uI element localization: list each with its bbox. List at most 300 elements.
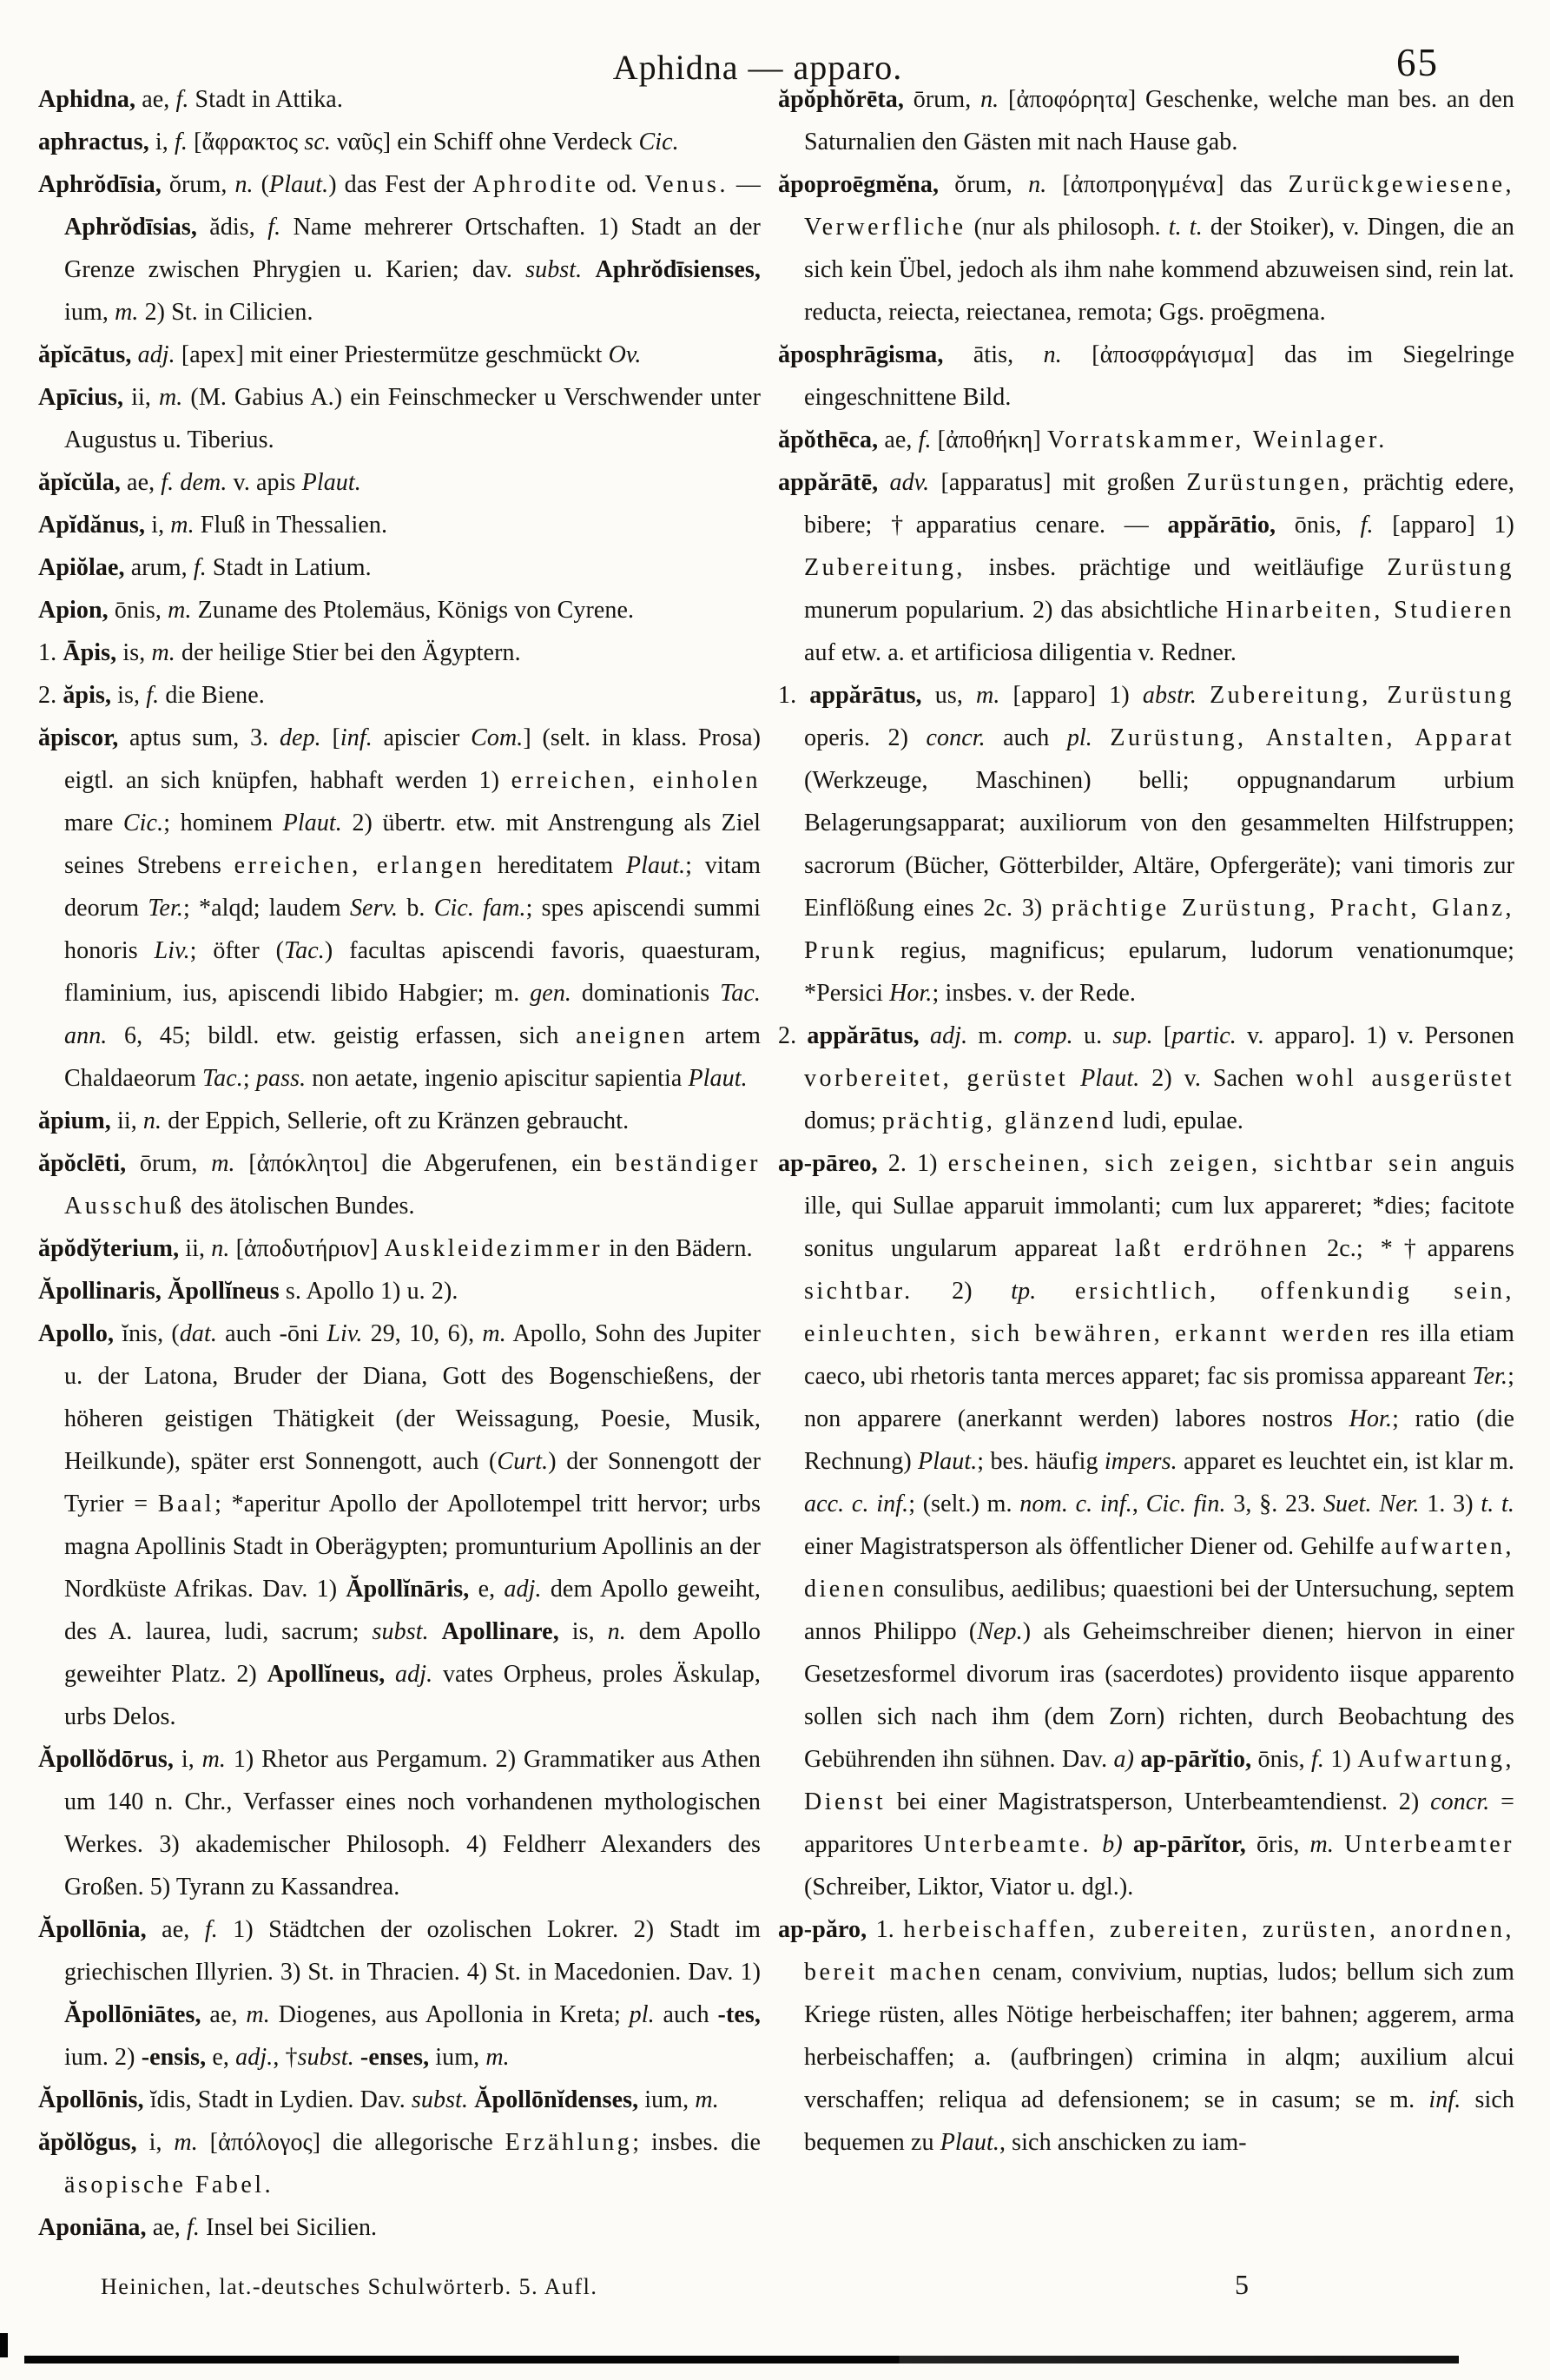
text-run: pl. [1066,724,1092,751]
text-run: f. [193,554,207,581]
text-run: die Biene. [159,682,265,709]
text-run: Zurüstung, Anstalten, Apparat [1110,724,1514,751]
text-run: Apollo, [38,1320,115,1347]
text-run [1092,1831,1102,1858]
text-run: ; *aperitur Apollo der Apollotempel tritt hervor; urbs magna Apollinis Stadt in Oberägypten; promunturium Apollinis an der Nordküste Afrikas. Dav. 1) [64,1491,761,1603]
text-run: ae, [120,469,162,496]
text-run: Apollinare, [441,1618,559,1645]
text-run: b) [1102,1831,1123,1858]
text-run: Apion, [38,597,109,624]
text-run: adj. [137,341,175,368]
text-run: n. [980,86,999,113]
text-run: subst. [372,1618,429,1645]
text-run: Plaut. [940,2129,999,2156]
text-run: Tac. ann. [64,980,761,1049]
text-run [1334,1831,1344,1858]
text-run: dat. [179,1320,217,1347]
text-run: ĭnis, ( [114,1320,180,1347]
text-run: ap-păro, [778,1916,867,1943]
dictionary-entry [38,163,761,334]
text-run: concr. [1430,1788,1490,1815]
text-run: Curt. [497,1448,549,1475]
text-run: ōris, [1245,1831,1310,1858]
text-run: is, [116,639,152,666]
text-run: e, [206,2044,236,2071]
dictionary-entry [38,589,761,631]
text-run: i, [136,2129,175,2156]
text-run: ium. 2) [64,2044,142,2071]
text-run: Apĭdănus, [38,512,146,539]
dictionary-entry [38,2121,761,2206]
text-run: Hor. [889,980,933,1007]
text-run: Suet. Ner. [1322,1491,1420,1517]
text-run: ap-pāreo, [778,1150,878,1177]
text-run: subst. [297,2044,354,2071]
text-run: aptus sum, 3. [118,724,280,751]
text-run: m. [170,512,195,539]
text-run: Ăpollinaris, Ăpollĭneus [38,1278,280,1305]
text-run [1197,682,1210,709]
text-run: operis. 2) [804,724,927,751]
dictionary-entry [38,717,761,1100]
page-number: 65 [1396,41,1439,84]
text-run: einer Magistratsperson als öffentlicher Diener od. Gehilfe [804,1533,1382,1560]
text-run: Tac. [284,937,325,964]
text-run: ăpiscor, [38,724,119,751]
dictionary-entry [38,121,761,163]
dictionary-entry [38,461,761,504]
text-run: beständiger Ausschuß [64,1150,761,1220]
text-run: Venus. [644,171,729,198]
text-run: Hor. [1349,1405,1393,1432]
text-run: ium, [64,299,115,326]
text-run: = apparitores [804,1788,1514,1858]
text-run: f. [1311,1746,1325,1773]
text-run [385,1661,395,1688]
dictionary-entry [778,1015,1514,1142]
text-run: , [1131,1491,1146,1517]
text-run: Ter. [148,895,183,922]
text-run: erreichen, erlangen [234,852,485,879]
text-run: dep. [279,724,321,751]
text-run: Cic. fin. [1145,1491,1226,1517]
text-run: [ἀποφόρητα] Geschenke, welche man bes. an den Saturnalien den Gästen mit nach Hause gab. [804,86,1514,155]
text-run: appărātio, [1167,512,1276,539]
text-run: [ἀποδυτήριον] [229,1235,385,1262]
text-run [878,469,889,496]
text-run: s. Apollo 1) u. 2). [279,1278,458,1305]
text-run: des ätolischen Bundes. [184,1193,415,1220]
text-run: pass. [255,1065,307,1092]
text-run: ōrum, [126,1150,212,1177]
text-run: auch [654,2001,718,2028]
text-run: acc. c. inf. [804,1491,909,1517]
text-run: Ăpollĭnāris, [346,1576,470,1603]
text-run: m. [168,597,192,624]
text-run: subst. [411,2086,469,2113]
text-run: auf etw. a. et artificiosa diligentia v. Redner. [804,639,1237,666]
text-run: ăpŏdўterium, [38,1235,180,1262]
text-run: Aphrŏdīsia, [38,171,162,198]
dictionary-entry [778,419,1514,461]
text-run: ae, [146,2214,187,2241]
text-run: consulibus, aedilibus; quaestioni bei der Untersuchung, septem annos Philippo ( [804,1576,1514,1645]
text-run: 2. 1) [877,1150,948,1177]
text-run: 29, 10, 6), [362,1320,483,1347]
text-run: erscheinen, sich zeigen, sichtbar sein [947,1150,1441,1177]
text-run: 1. 3) [1419,1491,1481,1517]
text-run: regius, magnificus; epularum, ludorum venationumque; *Persici [804,937,1514,1007]
text-run: ; *alqd; laudem [182,895,350,922]
left-column [38,78,761,2249]
text-run: res illa etiam caeco, ubi rhetoris tanta merces apparet; fac sis promissa appareant [804,1320,1515,1390]
text-run: adj. [235,2044,274,2071]
text-run: 2c.; *†apparens [1309,1235,1514,1262]
text-run: ; non apparere (anerkannt werden) labores nostros [804,1363,1514,1432]
text-run: domus; [804,1107,883,1134]
text-run: e, [469,1576,505,1603]
text-run: Ăpollōnia, [38,1916,147,1943]
dictionary-entry [778,461,1514,674]
text-run: Baal [157,1491,215,1517]
text-run: [ἀποσφράγισμα] das im Siegelringe eingeschnittene Bild. [804,341,1514,411]
text-run [920,1022,930,1049]
text-run: impers. [1104,1448,1177,1475]
text-run: [ἀποθήκη] [931,426,1047,453]
text-run: aphractus, [38,129,149,155]
text-run: aufwarten, dienen [804,1533,1514,1603]
text-run: hereditatem [485,852,626,879]
text-run: m. [174,2129,198,2156]
text-run: Vorratskammer, Weinlager. [1046,426,1388,453]
text-run: adj. [395,1661,433,1688]
dictionary-entry [778,334,1514,419]
text-run: Plaut. [1080,1065,1140,1092]
text-run [1123,1831,1133,1858]
dictionary-entry [38,1738,761,1908]
text-run: i, [174,1746,202,1773]
text-run: 6, 45; bildl. etw. geistig erfassen, sich [107,1022,577,1049]
text-run: i, [145,512,171,539]
text-run: — [728,171,762,198]
text-run: prächtig, glänzend [882,1107,1117,1134]
text-run: [apparatus] mit großen [929,469,1187,496]
text-run: t. t. [1481,1491,1515,1517]
text-run: Ăpollōnĭdenses, [474,2086,639,2113]
text-run: non aetate, ingenio apiscitur sapientia [306,1065,689,1092]
text-run: abstr. [1142,682,1197,709]
text-run: inf. [1428,2086,1461,2113]
text-run: ; hominem [163,810,283,836]
text-run: v. apparo]. 1) v. Personen [1236,1022,1515,1049]
text-run: Zurückgewiesene, Verwerfliche [804,171,1514,241]
text-run: ōnis, [1251,1746,1312,1773]
dictionary-entry [38,1142,761,1227]
text-run: m. [115,299,139,326]
text-run: ăpĭcŭla, [38,469,121,496]
text-run: ) als Geheimschreiber dienen; hiervon in einer Gesetzesformel divorum iras (sacerdotes) providento iisque apparento sollen sich nach ihm (dem Zorn) richten, durch Beobachtung des Gebührenden ihn sühnen. Dav. [804,1618,1514,1773]
text-run: Diogenes, aus Apollonia in Kreta; [269,2001,630,2028]
text-run: ii, [123,384,159,411]
dictionary-entry [778,1142,1514,1908]
text-run: Unterbeamter [1344,1831,1514,1858]
text-run: m. [158,384,183,411]
text-run: Aphrŏdīsias, [64,214,197,241]
text-run: appărātus, [807,1022,920,1049]
text-run: f. [186,2214,200,2241]
text-run: sich bequemen zu [804,2086,1514,2156]
text-run: wohl ausgerüstet [1296,1065,1515,1092]
text-run: Plaut. [282,810,342,836]
text-run: Auskleidezimmer [384,1235,604,1262]
text-run: ) der Sonnengott der Tyrier = [64,1448,762,1517]
text-run: Ăpollŏdōrus, [38,1746,175,1773]
text-run: n. [1043,341,1062,368]
text-run: apparet es leuchtet ein, ist klar m. [1177,1448,1514,1475]
text-run: ăpium, [38,1107,111,1134]
text-run: 2) übertr. etw. mit Anstrengung als Ziel seines Strebens [64,810,761,879]
text-run: ăpoproēgmĕna, [778,171,940,198]
text-run: ; öfter ( [189,937,285,964]
text-run: [apparo] 1) [999,682,1143,709]
text-run: concr. [926,724,986,751]
text-run: od. [598,171,645,198]
text-run: nom. c. inf. [1019,1491,1132,1517]
text-run: adv. [889,469,930,496]
text-run: 3, §. 23. [1225,1491,1323,1517]
text-run: m. [201,1746,227,1773]
text-run: a) [1113,1746,1135,1773]
scan-edge-artifact [24,2356,1459,2363]
text-run: ; [242,1065,256,1092]
dictionary-entry [38,504,761,546]
text-run: Stadt in Attika. [188,86,343,113]
dictionary-entry [38,1270,761,1312]
text-run: m. [151,639,175,666]
text-run: Plaut. [301,469,361,496]
text-run: [ [1152,1022,1172,1049]
text-run: f. [267,214,281,241]
text-run: ( [253,171,270,198]
text-run: Nep. [977,1618,1023,1645]
text-run: Aphidna, [38,86,136,113]
text-run: f. [918,426,932,453]
text-run: laßt erdröhnen [1114,1235,1310,1262]
text-run: dominationis [571,980,721,1007]
text-run: ] (selt. in klass. Prosa) eigtl. an sich knüpfen, habhaft werden 1) [64,724,762,794]
text-run: adj. [930,1022,968,1049]
text-run: Plaut. [625,852,686,879]
text-run: ăpŏthēca, [778,426,879,453]
text-run: Serv. [349,895,399,922]
text-run: v. apis [227,469,302,496]
text-run: f. [175,86,189,113]
text-run: prächtige Zurüstung, Pracht, Glanz, Prunk [804,895,1515,964]
text-run: Hinarbeiten, Studieren [1225,597,1514,624]
text-run: m. [976,682,1000,709]
text-run: ăpĭcātus, [38,341,132,368]
text-run: bei einer Magistratsperson, Unterbeamtendienst. 2) [886,1788,1431,1815]
text-run: 2. [38,682,63,709]
text-run: Plaut. [918,1448,978,1475]
text-run: dem Apollo geweihter Platz. 2) [64,1618,761,1688]
text-run: [ [320,724,340,751]
text-run: ium, [429,2044,486,2071]
text-run: ae, [201,2001,247,2028]
text-run [582,256,595,283]
text-run: ōrum, [904,86,981,113]
text-run [354,2044,360,2071]
text-run: ātis, [943,341,1044,368]
text-run [1092,724,1110,751]
text-run: 1) [1324,1746,1358,1773]
text-run: der Stoiker), v. Dingen, die an sich kein Übel, jedoch als ihm nahe kommend abzuweisen sind, rein lat. reducta, reiecta, reiectanea, remota; Ggs. proēgmena. [804,214,1514,326]
text-run: Zurüstungen, [1186,469,1352,496]
text-run: -enses, [359,2044,430,2071]
text-run: b. [398,895,434,922]
text-run: (Werkzeuge, Maschinen) belli; oppugnandarum urbium Belagerungsapparat; auxiliorum von den gesammelten Hilfstruppen; sacrorum (Bücher, Götterbilder, Altäre, Opfergeräte); vani timoris zur Einflößung eines 2c. 3) [804,767,1514,922]
dictionary-entry [38,631,761,674]
text-run: ; insbes. die [632,2129,762,2156]
text-run: Apīcius, [38,384,124,411]
dictionary-entry [778,674,1514,1015]
dictionary-entry [38,1100,761,1142]
dictionary-entry [38,1908,761,2079]
text-run: -tes, [717,2001,761,2028]
text-run [1068,1065,1080,1092]
text-run: (nur als philosoph. [966,214,1169,241]
text-run: Cic. [638,129,679,155]
text-run: Ov. [608,341,642,368]
text-run: n. [1028,171,1047,198]
dictionary-entry [778,163,1514,334]
text-run: Com. [471,724,524,751]
text-run: Apollo, Sohn des Jupiter u. der Latona, Bruder der Diana, Gott des Bogenschießens, der höheren geistigen Thätigkeit (der Weissagung, Poesie, Musik, Heilkunde), später erst Sonnengott, auch ( [64,1320,761,1475]
text-run: u. [1072,1022,1113,1049]
text-run: is, [558,1618,608,1645]
text-run: m. [695,2086,719,2113]
text-run: 1) Städtchen der ozolischen Lokrer. 2) Stadt im griechischen Illyrien. 3) St. in Thracien. 4) St. in Macedonien. Dav. 1) [64,1916,761,1986]
text-run: Fluß in Thessalien. [194,512,388,539]
text-body [38,78,1514,2249]
dictionary-entry [38,2079,761,2121]
text-run: t. t. [1168,214,1203,241]
text-run: äsopische Fabel. [64,2172,274,2198]
text-run: m. [482,1320,506,1347]
text-run: vorbereitet, gerüstet [804,1065,1069,1092]
text-run: ăpŏlŏgus, [38,2129,137,2156]
text-run: prächtig edere, bibere; †apparatius cenare. — [804,469,1514,539]
text-run: ae, [146,1916,205,1943]
text-run: ium, [638,2086,696,2113]
text-run: 2) [913,1278,1012,1305]
text-run: [ἄφρακτος [187,129,305,155]
text-run: ĭdis, Stadt in Lydien. Dav. [143,2086,412,2113]
text-run: Liv. [326,1320,363,1347]
text-run: 2) St. in Cilicien. [138,299,313,326]
dictionary-entry [38,376,761,461]
text-run: apiscier [372,724,472,751]
text-run: dem Apollo geweiht, des A. laurea, ludi, sacrum; [64,1576,762,1645]
text-run: n. [234,171,254,198]
text-run: Aufwartung, Dienst [804,1746,1514,1815]
text-run: m. [1309,1831,1334,1858]
text-run: pl. [629,2001,655,2028]
text-run: ăposphrāgisma, [778,341,944,368]
text-run: cenam, convivium, nuptias, ludos; bellum sich zum Kriege rüsten, alles Nötige herbeischaffen; iter bahnen; aggerem, arma herbeischaffen; a. (aufbringen) crimina in alqm; auxilium alcui verschaffen; reliqua ad defensionem; se in casum; se m. [804,1959,1514,2113]
text-run: 2. [778,1022,808,1049]
text-run: ναῦς] ein Schiff ohne Verdeck [330,129,639,155]
text-run: ) das Fest der [328,171,473,198]
text-run: munerum popularium. 2) das absichtliche [804,597,1226,624]
text-run: Cic. [122,810,164,836]
text-run: Stadt in Latium. [206,554,372,581]
text-run: , sich anschicken zu iam- [999,2129,1247,2156]
text-run: Aphrodite [472,171,599,198]
dictionary-entry [38,2206,761,2249]
text-run: Āpis, [63,639,117,666]
text-run: f. [1360,512,1374,539]
text-run: [apex] mit einer Priestermütze geschmückt [175,341,609,368]
text-run [429,1618,442,1645]
dictionary-entry [38,334,761,376]
text-run: inf. [340,724,373,751]
text-run: 2) v. Sachen [1139,1065,1296,1092]
text-run: in den Bädern. [603,1235,753,1262]
text-run: , † [273,2044,298,2071]
text-run: ersichtlich, offenkundig sein, einleuchten, sich bewähren, erkannt werden [804,1278,1514,1347]
text-run: tp. [1011,1278,1037,1305]
text-run: arum, [124,554,194,581]
text-run: anguis ille, qui Sullae apparuit immolanti; cum lux appareret; *dies; facitote sonitus ungularum appareat [804,1150,1514,1262]
text-run: ae, [135,86,176,113]
text-run: partic. [1171,1022,1237,1049]
text-run: mare [64,810,123,836]
text-run: erreichen, einholen [511,767,761,794]
text-run: [ἀποπροηγμένα] das [1046,171,1289,198]
text-run: sichtbar. [804,1278,914,1305]
dictionary-entry [38,1227,761,1270]
text-run: ; ratio (die Rechnung) [804,1405,1514,1475]
text-run: der heilige Stier bei den Ägyptern. [175,639,521,666]
text-run: [ἀπόλογος] die allegorische [197,2129,505,2156]
text-run: 1. [778,682,810,709]
text-run: ŏrum, [161,171,235,198]
text-run: us, [921,682,977,709]
text-run: comp. [1013,1022,1073,1049]
dictionary-entry [778,1908,1514,2164]
text-run: ăpŏphŏrēta, [778,86,904,113]
text-run: n. [607,1618,626,1645]
text-run: ii, [110,1107,143,1134]
text-run: Tac. [202,1065,243,1092]
scan-edge-mark [0,2333,8,2357]
text-run: ăpis, [63,682,112,709]
text-run: der Eppich, Sellerie, oft zu Kränzen gebraucht. [162,1107,630,1134]
text-run [131,341,137,368]
text-run: m. [967,1022,1014,1049]
text-run: Erzählung [505,2129,633,2156]
text-run: subst. [525,256,583,283]
text-run: Insel bei Sicilien. [199,2214,378,2241]
text-run: appărātē, [778,469,879,496]
sheet-signature: 5 [1235,2269,1249,2300]
text-run: gen. [530,980,572,1007]
text-run: m. [211,1150,235,1177]
text-run: ii, [179,1235,212,1262]
text-run: Apollĭneus, [267,1661,386,1688]
text-run: Aponiāna, [38,2214,147,2241]
